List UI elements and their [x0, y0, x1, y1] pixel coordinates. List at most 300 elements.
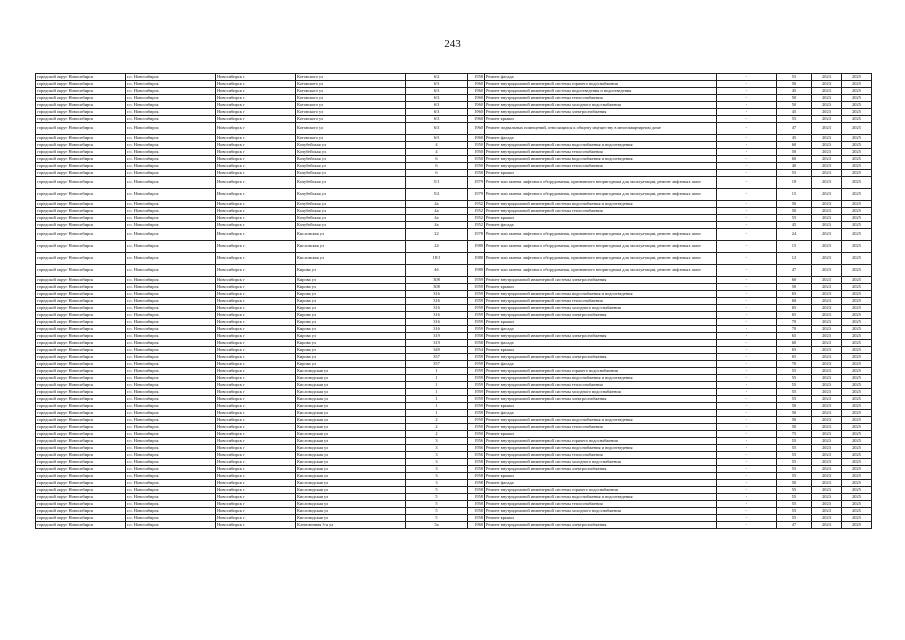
district-cell: г.о. Новосибирск: [126, 81, 216, 88]
settlement-cell: Новосибирск г: [216, 431, 296, 438]
start-year-cell: 2023: [812, 95, 842, 102]
start-year-cell: 2023: [812, 201, 842, 208]
settlement-cell: Новосибирск г: [216, 487, 296, 494]
dash-cell: -: [717, 88, 777, 95]
cost-cell: 65: [777, 305, 812, 312]
work-type-cell: Ремонт внутридомовой инженерной системы теплоснабжения: [485, 501, 717, 508]
street-cell: Котовского ул: [296, 81, 406, 88]
dash-cell: -: [717, 403, 777, 410]
start-year-cell: 2023: [812, 163, 842, 170]
start-year-cell: 2023: [812, 480, 842, 487]
district-cell: г.о. Новосибирск: [126, 515, 216, 522]
build-year-cell: 1952: [468, 222, 485, 229]
district-cell: г.о. Новосибирск: [126, 208, 216, 215]
table-row: [36, 368, 872, 375]
cost-cell: 70: [777, 319, 812, 326]
build-year-cell: 1956: [468, 445, 485, 452]
street-cell: Кисловская ул: [296, 241, 406, 253]
cost-cell: 45: [777, 88, 812, 95]
settlement-cell: Новосибирск г: [216, 156, 296, 163]
cost-cell: 50: [777, 284, 812, 291]
municipality-cell: городской округ Новосибирск: [36, 403, 126, 410]
dash-cell: -: [717, 494, 777, 501]
settlement-cell: Новосибирск г: [216, 501, 296, 508]
district-cell: г.о. Новосибирск: [126, 326, 216, 333]
start-year-cell: 2023: [812, 265, 842, 277]
municipality-cell: городской округ Новосибирск: [36, 515, 126, 522]
district-cell: г.о. Новосибирск: [126, 109, 216, 116]
cost-cell: 50: [777, 403, 812, 410]
municipality-cell: городской округ Новосибирск: [36, 375, 126, 382]
build-year-cell: 1952: [468, 215, 485, 222]
end-year-cell: 2025: [842, 222, 872, 229]
build-year-cell: 1954: [468, 347, 485, 354]
district-cell: г.о. Новосибирск: [126, 163, 216, 170]
table-row: [36, 95, 872, 102]
dash-cell: -: [717, 445, 777, 452]
house-number-cell: 1: [406, 382, 468, 389]
start-year-cell: 2023: [812, 123, 842, 135]
house-number-cell: 1: [406, 410, 468, 417]
build-year-cell: 1959: [468, 326, 485, 333]
dash-cell: -: [717, 163, 777, 170]
settlement-cell: Новосибирск г: [216, 368, 296, 375]
municipality-cell: городской округ Новосибирск: [36, 241, 126, 253]
table-row: [36, 284, 872, 291]
municipality-cell: городской округ Новосибирск: [36, 81, 126, 88]
settlement-cell: Новосибирск г: [216, 142, 296, 149]
start-year-cell: 2023: [812, 81, 842, 88]
municipality-cell: городской округ Новосибирск: [36, 189, 126, 201]
house-number-cell: 308: [406, 284, 468, 291]
dash-cell: -: [717, 156, 777, 163]
start-year-cell: 2023: [812, 189, 842, 201]
house-number-cell: 308: [406, 277, 468, 284]
dash-cell: -: [717, 305, 777, 312]
street-cell: Кирова ул: [296, 291, 406, 298]
settlement-cell: Новосибирск г: [216, 494, 296, 501]
settlement-cell: Новосибирск г: [216, 312, 296, 319]
house-number-cell: 316: [406, 319, 468, 326]
municipality-cell: городской округ Новосибирск: [36, 229, 126, 241]
cost-cell: 50: [777, 102, 812, 109]
municipality-cell: городской округ Новосибирск: [36, 508, 126, 515]
start-year-cell: 2023: [812, 438, 842, 445]
build-year-cell: 1950: [468, 149, 485, 156]
table-row: [36, 277, 872, 284]
house-number-cell: 6/3: [406, 102, 468, 109]
district-cell: г.о. Новосибирск: [126, 396, 216, 403]
house-number-cell: 357: [406, 354, 468, 361]
dash-cell: -: [717, 459, 777, 466]
cost-cell: 55: [777, 368, 812, 375]
build-year-cell: 1950: [468, 163, 485, 170]
cost-cell: 40: [777, 163, 812, 170]
settlement-cell: Новосибирск г: [216, 361, 296, 368]
municipality-cell: городской округ Новосибирск: [36, 253, 126, 265]
end-year-cell: 2025: [842, 116, 872, 123]
municipality-cell: городской округ Новосибирск: [36, 459, 126, 466]
start-year-cell: 2023: [812, 319, 842, 326]
cost-cell: 24: [777, 229, 812, 241]
end-year-cell: 2025: [842, 417, 872, 424]
settlement-cell: Новосибирск г: [216, 284, 296, 291]
end-year-cell: 2025: [842, 81, 872, 88]
house-number-cell: 5/1: [406, 177, 468, 189]
work-type-cell: Ремонт внутридомовой инженерной системы горячего водоснабжения: [485, 438, 717, 445]
cost-cell: 55: [777, 452, 812, 459]
end-year-cell: 2025: [842, 396, 872, 403]
build-year-cell: 1959: [468, 396, 485, 403]
end-year-cell: 2025: [842, 298, 872, 305]
district-cell: г.о. Новосибирск: [126, 102, 216, 109]
street-cell: Кисловодская ул: [296, 459, 406, 466]
work-type-cell: Ремонт внутридомовой инженерной системы водоснабжения и водоотведения: [485, 201, 717, 208]
dash-cell: -: [717, 109, 777, 116]
table-row: [36, 109, 872, 116]
page-number: 243: [444, 38, 461, 50]
end-year-cell: 2025: [842, 319, 872, 326]
build-year-cell: 1956: [468, 438, 485, 445]
house-number-cell: 4: [406, 142, 468, 149]
table-row: [36, 88, 872, 95]
street-cell: Кочубейская ул: [296, 189, 406, 201]
street-cell: Кисловодская ул: [296, 501, 406, 508]
work-type-cell: Ремонт внутридомовой инженерной системы электроснабжения: [485, 312, 717, 319]
table-row: [36, 515, 872, 522]
start-year-cell: 2023: [812, 501, 842, 508]
start-year-cell: 2023: [812, 410, 842, 417]
table-row: [36, 149, 872, 156]
work-type-cell: Ремонт внутридомовой инженерной системы водоснабжения и водоотведения: [485, 417, 717, 424]
end-year-cell: 2025: [842, 215, 872, 222]
table-row: [36, 326, 872, 333]
cost-cell: 75: [777, 431, 812, 438]
house-number-cell: 1: [406, 389, 468, 396]
dash-cell: -: [717, 265, 777, 277]
municipality-cell: городской округ Новосибирск: [36, 445, 126, 452]
municipality-cell: городской округ Новосибирск: [36, 298, 126, 305]
house-number-cell: 6/3: [406, 109, 468, 116]
municipality-cell: городской округ Новосибирск: [36, 156, 126, 163]
end-year-cell: 2025: [842, 445, 872, 452]
cost-cell: 50: [777, 208, 812, 215]
end-year-cell: 2025: [842, 424, 872, 431]
table-row: [36, 494, 872, 501]
district-cell: г.о. Новосибирск: [126, 424, 216, 431]
start-year-cell: 2023: [812, 149, 842, 156]
municipality-cell: городской округ Новосибирск: [36, 361, 126, 368]
table-row: [36, 403, 872, 410]
build-year-cell: 1959: [468, 284, 485, 291]
house-number-cell: 319: [406, 340, 468, 347]
work-type-cell: Ремонт фасада: [485, 340, 717, 347]
street-cell: Кисловодская ул: [296, 410, 406, 417]
end-year-cell: 2025: [842, 177, 872, 189]
street-cell: Кирова ул: [296, 265, 406, 277]
dash-cell: -: [717, 410, 777, 417]
table-row: [36, 466, 872, 473]
dash-cell: -: [717, 382, 777, 389]
settlement-cell: Новосибирск г: [216, 459, 296, 466]
end-year-cell: 2025: [842, 253, 872, 265]
work-type-cell: Ремонт внутридомовой инженерной системы теплоснабжения: [485, 298, 717, 305]
municipality-cell: городской округ Новосибирск: [36, 201, 126, 208]
settlement-cell: Новосибирск г: [216, 277, 296, 284]
cost-cell: 65: [777, 333, 812, 340]
house-number-cell: 3: [406, 480, 468, 487]
district-cell: г.о. Новосибирск: [126, 431, 216, 438]
street-cell: Кисловодская ул: [296, 473, 406, 480]
dash-cell: -: [717, 277, 777, 284]
street-cell: Кисловодская ул: [296, 515, 406, 522]
work-type-cell: Ремонт внутридомовой инженерной системы холодного водоснабжения: [485, 389, 717, 396]
municipality-cell: городской округ Новосибирск: [36, 102, 126, 109]
end-year-cell: 2025: [842, 473, 872, 480]
start-year-cell: 2023: [812, 253, 842, 265]
dash-cell: -: [717, 340, 777, 347]
district-cell: г.о. Новосибирск: [126, 156, 216, 163]
municipality-cell: городской округ Новосибирск: [36, 424, 126, 431]
district-cell: г.о. Новосибирск: [126, 265, 216, 277]
house-number-cell: 6/3: [406, 116, 468, 123]
house-number-cell: 4а: [406, 208, 468, 215]
work-type-cell: Ремонт внутридомовой инженерной системы электроснабжения: [485, 466, 717, 473]
settlement-cell: Новосибирск г: [216, 382, 296, 389]
dash-cell: -: [717, 123, 777, 135]
municipality-cell: городской округ Новосибирск: [36, 410, 126, 417]
build-year-cell: 1960: [468, 116, 485, 123]
work-type-cell: Ремонт внутридомовой инженерной системы водоснабжения и водоотведения: [485, 494, 717, 501]
dash-cell: -: [717, 291, 777, 298]
house-number-cell: 4: [406, 149, 468, 156]
work-type-cell: Ремонт внутридомовой инженерной системы теплоснабжения: [485, 424, 717, 431]
street-cell: Кирова ул: [296, 347, 406, 354]
end-year-cell: 2025: [842, 74, 872, 81]
start-year-cell: 2023: [812, 487, 842, 494]
dash-cell: -: [717, 215, 777, 222]
end-year-cell: 2025: [842, 88, 872, 95]
start-year-cell: 2023: [812, 298, 842, 305]
build-year-cell: 1958: [468, 340, 485, 347]
table-row: [36, 208, 872, 215]
cost-cell: 55: [777, 473, 812, 480]
district-cell: г.о. Новосибирск: [126, 177, 216, 189]
street-cell: Кирова ул: [296, 319, 406, 326]
cost-cell: 55: [777, 215, 812, 222]
street-cell: Кисловодская ул: [296, 445, 406, 452]
street-cell: Кирова ул: [296, 305, 406, 312]
cost-cell: 70: [777, 326, 812, 333]
start-year-cell: 2023: [812, 445, 842, 452]
start-year-cell: 2023: [812, 222, 842, 229]
table-row: [36, 508, 872, 515]
cost-cell: 65: [777, 291, 812, 298]
start-year-cell: 2023: [812, 417, 842, 424]
capital-repair-table: [35, 73, 872, 529]
start-year-cell: 2023: [812, 466, 842, 473]
start-year-cell: 2023: [812, 452, 842, 459]
build-year-cell: 1958: [468, 501, 485, 508]
municipality-cell: городской округ Новосибирск: [36, 438, 126, 445]
municipality-cell: городской округ Новосибирск: [36, 473, 126, 480]
settlement-cell: Новосибирск г: [216, 215, 296, 222]
district-cell: г.о. Новосибирск: [126, 142, 216, 149]
street-cell: Кочубейская ул: [296, 149, 406, 156]
build-year-cell: 1950: [468, 417, 485, 424]
table-row: [36, 177, 872, 189]
settlement-cell: Новосибирск г: [216, 291, 296, 298]
district-cell: г.о. Новосибирск: [126, 277, 216, 284]
dash-cell: -: [717, 522, 777, 529]
settlement-cell: Новосибирск г: [216, 229, 296, 241]
settlement-cell: Новосибирск г: [216, 305, 296, 312]
street-cell: Кисловодская ул: [296, 396, 406, 403]
end-year-cell: 2025: [842, 431, 872, 438]
settlement-cell: Новосибирск г: [216, 326, 296, 333]
cost-cell: 47: [777, 123, 812, 135]
start-year-cell: 2023: [812, 312, 842, 319]
table-row: [36, 340, 872, 347]
municipality-cell: городской округ Новосибирск: [36, 487, 126, 494]
settlement-cell: Новосибирск г: [216, 438, 296, 445]
street-cell: Кирова ул: [296, 354, 406, 361]
dash-cell: -: [717, 319, 777, 326]
start-year-cell: 2023: [812, 340, 842, 347]
house-number-cell: 5: [406, 501, 468, 508]
table-row: [36, 312, 872, 319]
end-year-cell: 2025: [842, 382, 872, 389]
start-year-cell: 2023: [812, 135, 842, 142]
end-year-cell: 2025: [842, 326, 872, 333]
street-cell: Кисловодская ул: [296, 438, 406, 445]
cost-cell: 65: [777, 347, 812, 354]
cost-cell: 55: [777, 382, 812, 389]
settlement-cell: Новосибирск г: [216, 81, 296, 88]
dash-cell: -: [717, 473, 777, 480]
settlement-cell: Новосибирск г: [216, 102, 296, 109]
cost-cell: 50: [777, 480, 812, 487]
municipality-cell: городской округ Новосибирск: [36, 522, 126, 529]
build-year-cell: 1959: [468, 354, 485, 361]
build-year-cell: 1959: [468, 291, 485, 298]
municipality-cell: городской округ Новосибирск: [36, 501, 126, 508]
settlement-cell: Новосибирск г: [216, 109, 296, 116]
house-number-cell: 319: [406, 333, 468, 340]
start-year-cell: 2023: [812, 170, 842, 177]
end-year-cell: 2025: [842, 149, 872, 156]
settlement-cell: Новосибирск г: [216, 319, 296, 326]
build-year-cell: 1950: [468, 142, 485, 149]
start-year-cell: 2023: [812, 522, 842, 529]
settlement-cell: Новосибирск г: [216, 265, 296, 277]
district-cell: г.о. Новосибирск: [126, 480, 216, 487]
cost-cell: 55: [777, 515, 812, 522]
house-number-cell: 2: [406, 424, 468, 431]
build-year-cell: 1950: [468, 424, 485, 431]
settlement-cell: Новосибирск г: [216, 88, 296, 95]
settlement-cell: Новосибирск г: [216, 298, 296, 305]
district-cell: г.о. Новосибирск: [126, 298, 216, 305]
street-cell: Кочубейская ул: [296, 201, 406, 208]
work-type-cell: Ремонт внутридомовой инженерной системы водоснабжения и водоотведения: [485, 375, 717, 382]
dash-cell: -: [717, 487, 777, 494]
start-year-cell: 2023: [812, 375, 842, 382]
work-type-cell: Ремонт подвальных помещений, относящихся к общему имуществу в многоквартирном доме: [485, 123, 717, 135]
table-row: [36, 215, 872, 222]
district-cell: г.о. Новосибирск: [126, 241, 216, 253]
end-year-cell: 2025: [842, 487, 872, 494]
settlement-cell: Новосибирск г: [216, 253, 296, 265]
district-cell: г.о. Новосибирск: [126, 312, 216, 319]
house-number-cell: 316: [406, 305, 468, 312]
table-row: [36, 347, 872, 354]
settlement-cell: Новосибирск г: [216, 149, 296, 156]
municipality-cell: городской округ Новосибирск: [36, 116, 126, 123]
settlement-cell: Новосибирск г: [216, 508, 296, 515]
build-year-cell: 1958: [468, 459, 485, 466]
municipality-cell: городской округ Новосибирск: [36, 277, 126, 284]
street-cell: Кисловодская ул: [296, 389, 406, 396]
district-cell: г.о. Новосибирск: [126, 494, 216, 501]
table-row: [36, 135, 872, 142]
cost-cell: 50: [777, 417, 812, 424]
start-year-cell: 2023: [812, 88, 842, 95]
house-number-cell: 2: [406, 431, 468, 438]
build-year-cell: 1959: [468, 382, 485, 389]
start-year-cell: 2023: [812, 208, 842, 215]
table-row: [36, 410, 872, 417]
build-year-cell: 1956: [468, 452, 485, 459]
settlement-cell: Новосибирск г: [216, 189, 296, 201]
work-type-cell: Ремонт внутридомовой инженерной системы электроснабжения: [485, 522, 717, 529]
build-year-cell: 1952: [468, 201, 485, 208]
cost-cell: 45: [777, 222, 812, 229]
build-year-cell: 1960: [468, 522, 485, 529]
work-type-cell: Ремонт внутридомовой инженерной системы электроснабжения: [485, 109, 717, 116]
street-cell: Кисловодская ул: [296, 424, 406, 431]
build-year-cell: 1959: [468, 403, 485, 410]
settlement-cell: Новосибирск г: [216, 74, 296, 81]
settlement-cell: Новосибирск г: [216, 241, 296, 253]
cost-cell: 55: [777, 74, 812, 81]
table-row: [36, 445, 872, 452]
dash-cell: -: [717, 312, 777, 319]
district-cell: г.о. Новосибирск: [126, 354, 216, 361]
street-cell: Кисловская ул: [296, 253, 406, 265]
district-cell: г.о. Новосибирск: [126, 473, 216, 480]
municipality-cell: городской округ Новосибирск: [36, 291, 126, 298]
start-year-cell: 2023: [812, 177, 842, 189]
house-number-cell: 1: [406, 368, 468, 375]
end-year-cell: 2025: [842, 135, 872, 142]
settlement-cell: Новосибирск г: [216, 522, 296, 529]
build-year-cell: 1980: [468, 265, 485, 277]
street-cell: Кочубейская ул: [296, 222, 406, 229]
build-year-cell: 1950: [468, 156, 485, 163]
settlement-cell: Новосибирск г: [216, 403, 296, 410]
cost-cell: 50: [777, 81, 812, 88]
municipality-cell: городской округ Новосибирск: [36, 88, 126, 95]
municipality-cell: городской округ Новосибирск: [36, 340, 126, 347]
capital-repair-table-container: [35, 73, 871, 529]
cost-cell: 60: [777, 298, 812, 305]
street-cell: Кирова ул: [296, 312, 406, 319]
build-year-cell: 1950: [468, 170, 485, 177]
municipality-cell: городской округ Новосибирск: [36, 95, 126, 102]
dash-cell: -: [717, 438, 777, 445]
dash-cell: -: [717, 326, 777, 333]
